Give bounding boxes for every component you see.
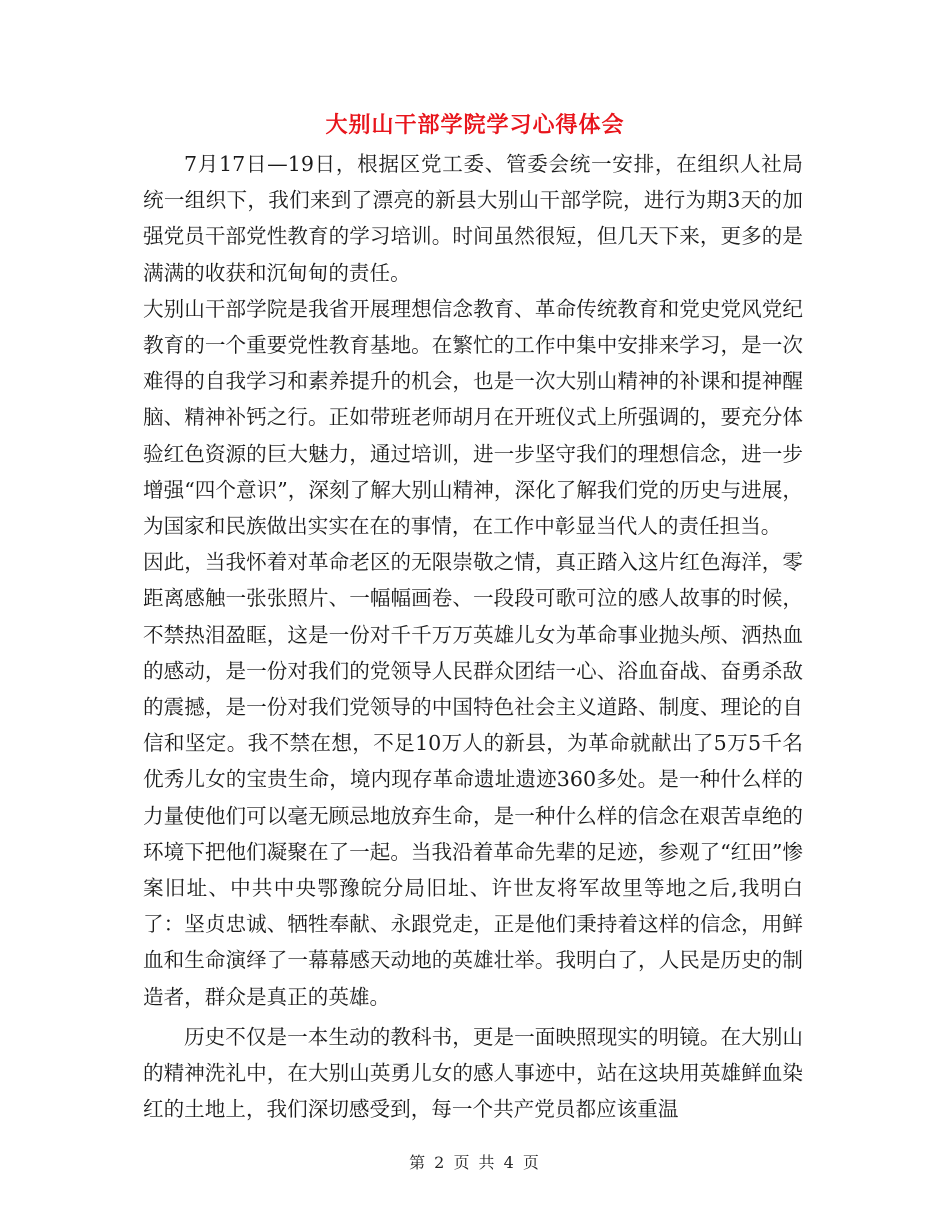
document-title: 大别山干部学院学习心得体会 [325,113,625,138]
document-body [143,146,803,1127]
page-number-footer: 第 2 页 共 4 页 [409,1153,541,1172]
paragraph-history: 历史不仅是一本生动的教科书，更是一面映照现实的明镜。在大别山的精神洗礼中，在大别山英勇儿女的感人事迹中，站在这块用英雄鲜血染红的土地上，我们深切感受到，每一个共产党员都应该重温 [143,1024,803,1122]
paragraph-academy: 大别山干部学院是我省开展理想信念教育、革命传统教育和党史党风党纪教育的一个重要党性教育基地。在繁忙的工作中集中安排来学习，是一次难得的自我学习和素养提升的机会，也是一次大别山精神的补课和提神醒脑、精神补钙之行。正如带班老师胡月在开班仪式上所强调的，要充分体验红色资源的巨大魅力，通过培训，进一步坚守我们的理想信念，进一步增强“四个意识”，深刻了解大别山精神，深化了解我们党的历史与进展，为国家和民族做出实实在在的事情，在工作中彰显当代人的责任担当。 [143,296,803,539]
paragraph-reflection: 因此，当我怀着对革命老区的无限崇敬之情，真正踏入这片红色海洋，零距离感触一张张照片、一幅幅画卷、一段段可歌可泣的感人故事的时候，不禁热泪盈眶，这是一份对千千万万英雄儿女为革命事业抛头颅、洒热血的感动，是一份对我们的党领导人民群众团结一心、浴血奋战、奋勇杀敌的震撼，是一份对我们党领导的中国特色社会主义道路、制度、理论的自信和坚定。我不禁在想，不足10万人的新县，为革命就献出了5万5千名优秀儿女的宝贵生命，境内现存革命遗址遗迹360多处。是一种什么样的力量使他们可以毫无顾忌地放弃生命，是一种什么样的信念在艰苦卓绝的环境下把他们凝聚在了一起。当我沿着革命先辈的足迹，参观了“红田”惨案旧址、中共中央鄂豫皖分局旧址、许世友将军故里等地之后,我明白了：坚贞忠诚、牺牲奉献、永跟党走，正是他们秉持着这样的信念，用鲜血和生命演绎了一幕幕感天动地的英雄壮举。我明白了，人民是历史的制造者，群众是真正的英雄。 [143,550,804,1009]
paragraph-intro: 7月17日—19日，根据区党工委、管委会统一安排，在组织人社局统一组织下，我们来到了漂亮的新县大别山干部学院，进行为期3天的加强党员干部党性教育的学习培训。时间虽然很短，但几天下来，更多的是满满的收获和沉甸甸的责任。 [143,152,803,285]
